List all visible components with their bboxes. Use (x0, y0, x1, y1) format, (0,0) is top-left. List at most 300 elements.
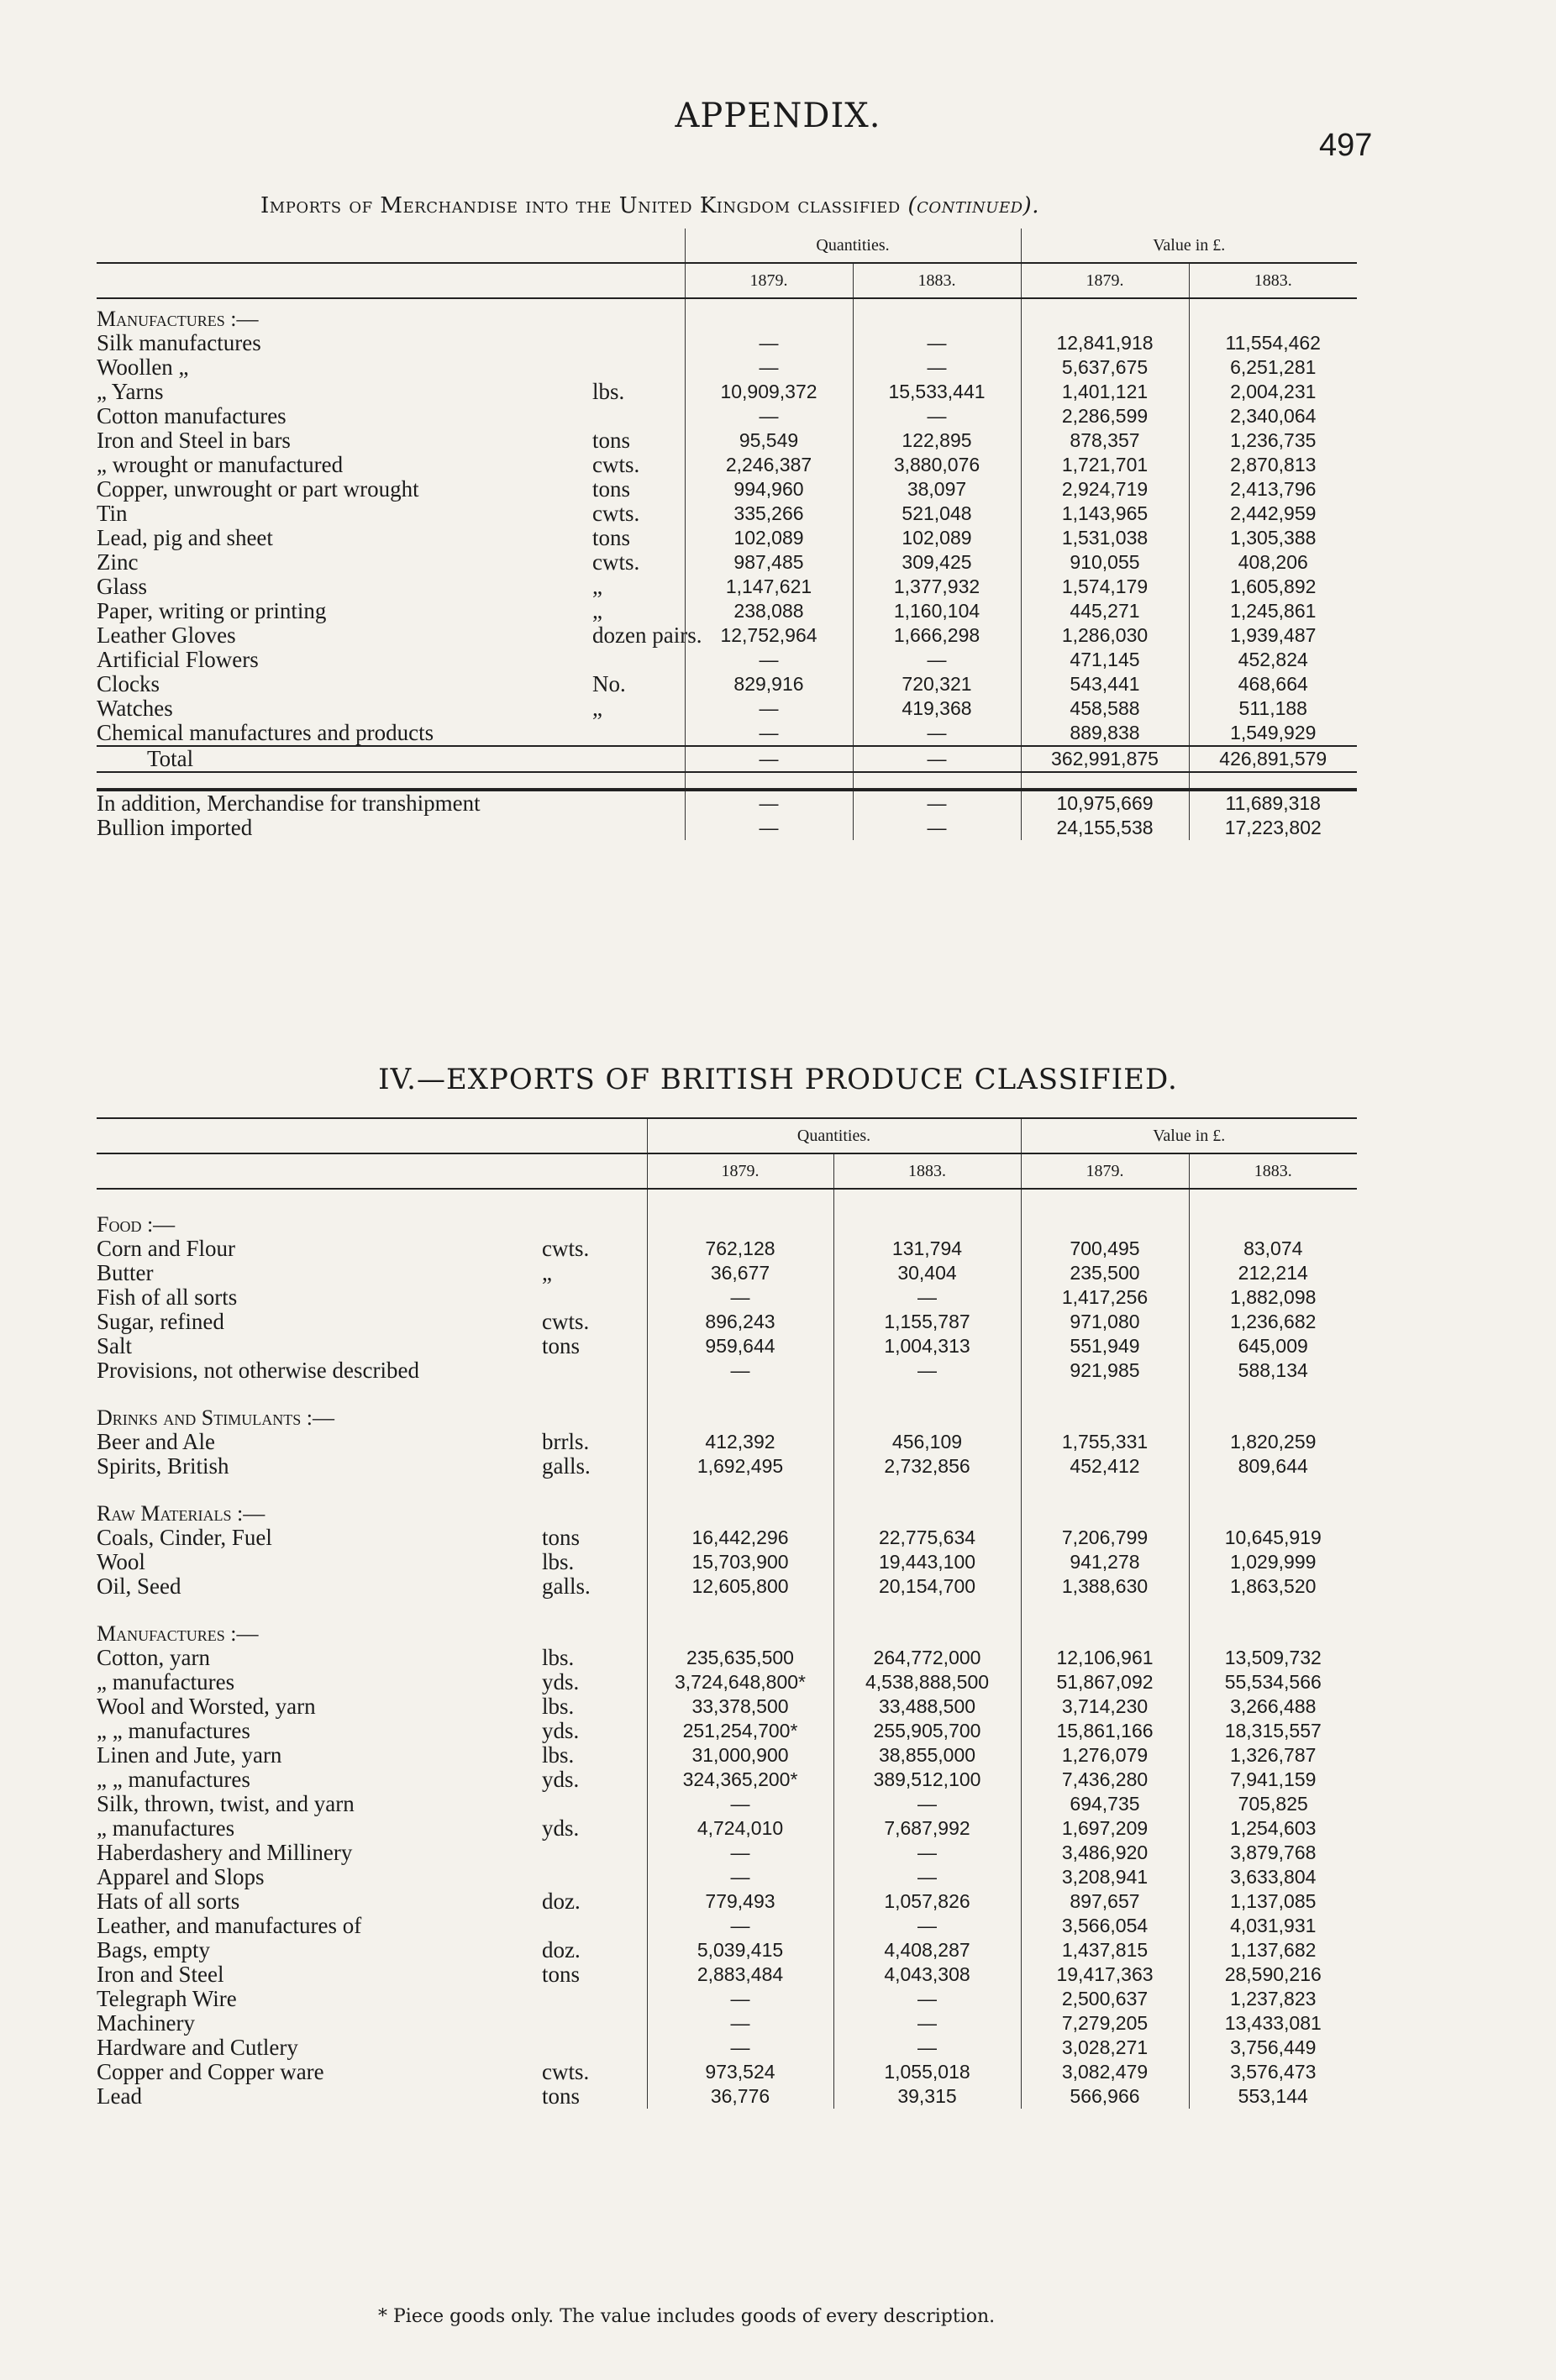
value-1883: 588,134 (1189, 1358, 1357, 1383)
spacer-cell (853, 772, 1021, 790)
exports-year-header: 1883. (833, 1153, 1021, 1189)
value-1879: 12,841,918 (1021, 331, 1189, 355)
quantity-1883: — (853, 790, 1021, 816)
value-1883: 2,413,796 (1189, 477, 1357, 502)
table-row (97, 648, 1357, 672)
quantity-1883: 15,533,441 (853, 380, 1021, 404)
exports-table-title: IV.—EXPORTS OF BRITISH PRODUCE CLASSIFIED. (378, 1063, 1178, 1096)
quantity-1879: — (647, 1841, 833, 1865)
value-1883: 2,870,813 (1189, 453, 1357, 477)
quantity-1879: 896,243 (647, 1310, 833, 1334)
table-row (97, 1987, 1357, 2011)
quantity-1883: 2,732,856 (833, 1454, 1021, 1479)
table-row (97, 599, 1357, 623)
table-row (97, 1914, 1357, 1938)
table-row (97, 623, 1357, 648)
value-1883: 3,266,488 (1189, 1694, 1357, 1719)
value-1883: 11,689,318 (1189, 790, 1357, 816)
imports-caption-main: Imports of Merchandise into the United Kingdom classified (260, 193, 901, 218)
table-row (97, 672, 1357, 696)
quantity-1879: — (647, 1358, 833, 1383)
value-1883: 11,554,462 (1189, 331, 1357, 355)
exports-quantities-header: Quantities. (647, 1118, 1021, 1153)
quantity-1879: 31,000,900 (647, 1743, 833, 1768)
value-1883: 1,237,823 (1189, 1987, 1357, 2011)
spacer-cell (1189, 1614, 1357, 1646)
row-unit: yds. (542, 1815, 580, 1841)
value-1879: 3,082,479 (1021, 2060, 1189, 2084)
quantity-1879: — (647, 1914, 833, 1938)
table-row (97, 1550, 1357, 1574)
spacer-cell (1189, 1205, 1357, 1237)
row-label: Hardware and Cutlery (97, 2035, 298, 2060)
row-unit: „ (592, 574, 602, 599)
quantity-1879: 36,776 (647, 2084, 833, 2109)
row-label: Spirits, British (97, 1453, 229, 1479)
quantity-1879: 1,692,495 (647, 1454, 833, 1479)
quantity-1883: — (853, 331, 1021, 355)
row-unit: tons (542, 1525, 581, 1550)
quantity-1879: 12,752,964 (685, 623, 853, 648)
total-row (97, 746, 1357, 772)
row-unit: lbs. (542, 1645, 575, 1670)
quantity-1883: — (853, 355, 1021, 380)
quantity-1879: 10,909,372 (685, 380, 853, 404)
value-1879: 51,867,092 (1021, 1670, 1189, 1694)
exports-section (97, 1398, 1357, 1430)
spacer-cell (97, 1189, 647, 1205)
quantity-1883: 4,043,308 (833, 1962, 1021, 1987)
row-unit: galls. (542, 1453, 591, 1479)
row-label: Salt (97, 1333, 133, 1358)
row-label: „ manufactures (97, 1815, 235, 1841)
row-label: „ manufactures (97, 1669, 235, 1694)
row-unit: „ (542, 1260, 552, 1285)
row-unit (542, 1358, 647, 1383)
quantity-1879: 102,089 (685, 526, 853, 550)
quantity-1879: 335,266 (685, 502, 853, 526)
table-row (97, 1261, 1357, 1285)
row-label: Lead (97, 2083, 142, 2109)
value-1883: 1,326,787 (1189, 1743, 1357, 1768)
row-label: Haberdashery and Millinery (97, 1840, 353, 1865)
spacer-cell (1021, 1599, 1189, 1614)
quantity-1879: — (647, 1865, 833, 1889)
row-unit (542, 1914, 647, 1938)
row-label: Sugar, refined (97, 1309, 224, 1334)
quantity-1883: 20,154,700 (833, 1574, 1021, 1599)
quantity-1879: — (647, 1987, 833, 2011)
row-label: Leather, and manufactures of (97, 1913, 362, 1938)
spacer-cell (647, 1614, 833, 1646)
value-1883: 452,824 (1189, 648, 1357, 672)
quantity-1879: 324,365,200* (647, 1768, 833, 1792)
value-1883: 10,645,919 (1189, 1526, 1357, 1550)
value-1879: 235,500 (1021, 1261, 1189, 1285)
section-title: Drinks and Stimulants :— (97, 1405, 334, 1430)
spacer-cell (1021, 1614, 1189, 1646)
row-unit: yds. (542, 1669, 580, 1694)
quantity-1883: — (853, 816, 1021, 840)
value-1879: 2,500,637 (1021, 1987, 1189, 2011)
value-1883: 705,825 (1189, 1792, 1357, 1816)
spacer-row (97, 1383, 1357, 1398)
section-title: Manufactures :— (97, 307, 259, 331)
row-label: Chemical manufactures and products (97, 721, 592, 746)
spacer-cell (853, 298, 1021, 331)
quantity-1879: 959,644 (647, 1334, 833, 1358)
row-unit: dozen pairs. (592, 623, 702, 648)
quantity-1879: — (685, 648, 853, 672)
spacer-cell (97, 1599, 647, 1614)
spacer-cell (1189, 772, 1357, 790)
quantity-1883: — (833, 1987, 1021, 2011)
row-unit: galls. (542, 1574, 591, 1599)
table-row (97, 575, 1357, 599)
row-unit: tons (592, 428, 631, 453)
spacer-cell (833, 1189, 1021, 1205)
value-1883: 13,509,732 (1189, 1646, 1357, 1670)
value-1883: 645,009 (1189, 1334, 1357, 1358)
quantity-1879: 235,635,500 (647, 1646, 833, 1670)
value-1879: 543,441 (1021, 672, 1189, 696)
quantity-1883: — (833, 2011, 1021, 2036)
value-1879: 1,574,179 (1021, 575, 1189, 599)
row-unit: lbs. (542, 1694, 575, 1719)
table-row (97, 428, 1357, 453)
row-label: Woollen „ (97, 355, 189, 380)
quantity-1883: 38,855,000 (833, 1743, 1021, 1768)
row-unit (592, 721, 685, 746)
spacer-cell (647, 1398, 833, 1430)
value-1883: 7,941,159 (1189, 1768, 1357, 1792)
table-row (97, 1670, 1357, 1694)
quantity-1883: 3,880,076 (853, 453, 1021, 477)
table-row (97, 380, 1357, 404)
spacer-cell (1021, 1189, 1189, 1205)
value-1879: 941,278 (1021, 1550, 1189, 1574)
row-label: Hats of all sorts (97, 1889, 240, 1914)
quantity-1883: 33,488,500 (833, 1694, 1021, 1719)
imports-table-caption (260, 193, 1039, 218)
value-1879: 551,949 (1021, 1334, 1189, 1358)
quantity-1883: 4,408,287 (833, 1938, 1021, 1962)
row-unit: tons (542, 1333, 581, 1358)
value-1879: 19,417,363 (1021, 1962, 1189, 1987)
quantity-1883: 102,089 (853, 526, 1021, 550)
row-unit: tons (542, 2083, 581, 2109)
value-1883: 3,879,768 (1189, 1841, 1357, 1865)
value-1879: 471,145 (1021, 648, 1189, 672)
value-1879: 452,412 (1021, 1454, 1189, 1479)
row-label: Paper, writing or printing (97, 598, 327, 623)
row-label: Linen and Jute, yarn (97, 1742, 282, 1768)
quantity-1883: 122,895 (853, 428, 1021, 453)
quantity-1879: 95,549 (685, 428, 853, 453)
row-label: Wool (97, 1549, 145, 1574)
table-row (97, 1865, 1357, 1889)
value-1883: 2,442,959 (1189, 502, 1357, 526)
value-1883: 28,590,216 (1189, 1962, 1357, 1987)
value-1883: 2,004,231 (1189, 380, 1357, 404)
quantity-1883: — (833, 1285, 1021, 1310)
spacer-cell (97, 772, 685, 790)
row-label: Clocks (97, 671, 160, 696)
table-row (97, 1889, 1357, 1914)
value-1879: 1,286,030 (1021, 623, 1189, 648)
row-label: Copper, unwrought or part wrought (97, 476, 419, 502)
row-unit (542, 1987, 647, 2011)
value-1879: 445,271 (1021, 599, 1189, 623)
quantity-1883: 521,048 (853, 502, 1021, 526)
row-label: Lead, pig and sheet (97, 525, 273, 550)
table-row (97, 2011, 1357, 2036)
quantity-1883: 1,004,313 (833, 1334, 1021, 1358)
quantity-1883: — (853, 746, 1021, 772)
spacer-cell (1189, 1383, 1357, 1398)
row-unit (542, 1792, 647, 1816)
quantity-1879: 4,724,010 (647, 1816, 833, 1841)
value-1879: 7,436,280 (1021, 1768, 1189, 1792)
row-label: „ „ manufactures (97, 1767, 250, 1792)
spacer-cell (833, 1599, 1021, 1614)
row-unit (592, 404, 685, 428)
row-unit (542, 1865, 647, 1889)
spacer-cell (1189, 1599, 1357, 1614)
spacer-cell (647, 1205, 833, 1237)
quantity-1883: 1,155,787 (833, 1310, 1021, 1334)
quantity-1883: 419,368 (853, 696, 1021, 721)
row-unit: tons (542, 1962, 581, 1987)
imports-table (97, 229, 1357, 840)
table-row (97, 526, 1357, 550)
value-1879: 921,985 (1021, 1358, 1189, 1383)
value-1883: 1,820,259 (1189, 1430, 1357, 1454)
table-row (97, 1430, 1357, 1454)
spacer-row (97, 1479, 1357, 1494)
quantity-1879: 36,677 (647, 1261, 833, 1285)
value-1879: 1,276,079 (1021, 1743, 1189, 1768)
table-row (97, 331, 1357, 355)
row-label: Tin (97, 501, 128, 526)
quantity-1883: 1,377,932 (853, 575, 1021, 599)
value-1883: 468,664 (1189, 672, 1357, 696)
row-unit: No. (592, 671, 626, 696)
quantity-1879: 16,442,296 (647, 1526, 833, 1550)
spacer-cell (1189, 298, 1357, 331)
spacer-cell (685, 772, 853, 790)
row-label: Oil, Seed (97, 1574, 181, 1599)
row-label: In addition, Merchandise for transhipment (97, 790, 685, 816)
quantity-1883: 4,538,888,500 (833, 1670, 1021, 1694)
value-1883: 1,939,487 (1189, 623, 1357, 648)
row-label: Iron and Steel in bars (97, 428, 291, 453)
value-1879: 910,055 (1021, 550, 1189, 575)
quantity-1883: 264,772,000 (833, 1646, 1021, 1670)
value-1879: 458,588 (1021, 696, 1189, 721)
value-1879: 1,721,701 (1021, 453, 1189, 477)
table-row (97, 790, 1357, 816)
table-row (97, 502, 1357, 526)
value-1883: 511,188 (1189, 696, 1357, 721)
row-unit: tons (592, 525, 631, 550)
value-1883: 17,223,802 (1189, 816, 1357, 840)
value-1879: 12,106,961 (1021, 1646, 1189, 1670)
value-1879: 1,755,331 (1021, 1430, 1189, 1454)
quantity-1879: — (685, 696, 853, 721)
quantity-1883: — (853, 721, 1021, 746)
row-unit: yds. (542, 1767, 580, 1792)
quantity-1879: — (685, 746, 853, 772)
table-row (97, 816, 1357, 840)
spacer-cell (833, 1383, 1021, 1398)
row-unit: cwts. (592, 501, 640, 526)
spacer-cell (97, 1383, 647, 1398)
row-unit (542, 2011, 647, 2036)
row-label: Coals, Cinder, Fuel (97, 1525, 272, 1550)
value-1879: 3,208,941 (1021, 1865, 1189, 1889)
table-row (97, 2060, 1357, 2084)
section-title: Manufactures :— (97, 1621, 259, 1646)
row-unit: brrls. (542, 1429, 590, 1454)
section-title: Food :— (97, 1212, 176, 1237)
quantity-1883: 309,425 (853, 550, 1021, 575)
value-1883: 3,756,449 (1189, 2036, 1357, 2060)
value-1879: 878,357 (1021, 428, 1189, 453)
value-1883: 553,144 (1189, 2084, 1357, 2109)
quantity-1883: 1,055,018 (833, 2060, 1021, 2084)
row-label: Silk manufactures (97, 330, 261, 355)
row-label: Bullion imported (97, 815, 253, 840)
spacer-cell (1021, 298, 1189, 331)
table-row (97, 2084, 1357, 2109)
table-row (97, 1694, 1357, 1719)
row-unit (592, 331, 685, 355)
quantity-1879: — (647, 2011, 833, 2036)
spacer-cell (647, 1494, 833, 1526)
row-label: Copper and Copper ware (97, 2059, 324, 2084)
value-1879: 3,028,271 (1021, 2036, 1189, 2060)
quantity-1879: 251,254,700* (647, 1719, 833, 1743)
row-label: Butter (97, 1260, 154, 1285)
table-row (97, 1719, 1357, 1743)
value-1883: 83,074 (1189, 1237, 1357, 1261)
spacer-row (97, 1189, 1357, 1205)
row-label: Telegraph Wire (97, 1986, 237, 2011)
table-row (97, 1792, 1357, 1816)
row-label: Glass (97, 574, 147, 599)
value-1883: 408,206 (1189, 550, 1357, 575)
row-unit: tons (592, 476, 631, 502)
value-1879: 1,437,815 (1021, 1938, 1189, 1962)
quantity-1879: — (685, 816, 853, 840)
spacer-cell (1189, 1189, 1357, 1205)
spacer-cell (1189, 1479, 1357, 1494)
table-row (97, 1938, 1357, 1962)
quantity-1879: — (685, 790, 853, 816)
quantity-1879: 2,883,484 (647, 1962, 833, 1987)
spacer-cell (647, 1383, 833, 1398)
row-unit: cwts. (542, 2059, 590, 2084)
quantity-1883: 720,321 (853, 672, 1021, 696)
value-1883: 1,605,892 (1189, 575, 1357, 599)
exports-year-header: 1879. (647, 1153, 833, 1189)
section-title: Raw Materials :— (97, 1501, 265, 1526)
exports-section (97, 1494, 1357, 1526)
exports-section (97, 1614, 1357, 1646)
value-1879: 7,279,205 (1021, 2011, 1189, 2036)
value-1879: 700,495 (1021, 1237, 1189, 1261)
page-header-title: APPENDIX. (675, 97, 881, 135)
row-unit: doz. (542, 1937, 581, 1962)
quantity-1883: — (833, 1792, 1021, 1816)
value-1879: 971,080 (1021, 1310, 1189, 1334)
quantity-1879: — (685, 355, 853, 380)
row-label: Fish of all sorts (97, 1285, 238, 1310)
quantity-1883: 1,057,826 (833, 1889, 1021, 1914)
spacer-cell (833, 1479, 1021, 1494)
spacer-row (97, 1599, 1357, 1614)
value-1879: 10,975,669 (1021, 790, 1189, 816)
row-label: Iron and Steel (97, 1962, 224, 1987)
value-1883: 18,315,557 (1189, 1719, 1357, 1743)
quantity-1879: 1,147,621 (685, 575, 853, 599)
row-unit: cwts. (592, 549, 640, 575)
quantity-1879: 973,524 (647, 2060, 833, 2084)
table-row (97, 1768, 1357, 1792)
value-1879: 24,155,538 (1021, 816, 1189, 840)
value-1879: 566,966 (1021, 2084, 1189, 2109)
page-number: 497 (1319, 128, 1373, 163)
row-unit: cwts. (592, 452, 640, 477)
value-1879: 1,417,256 (1021, 1285, 1189, 1310)
spacer-cell (1189, 1398, 1357, 1430)
quantity-1883: — (853, 404, 1021, 428)
quantity-1883: 456,109 (833, 1430, 1021, 1454)
spacer-cell (1021, 1383, 1189, 1398)
table-row (97, 1526, 1357, 1550)
value-1879: 2,286,599 (1021, 404, 1189, 428)
quantity-1883: 38,097 (853, 477, 1021, 502)
value-1883: 1,882,098 (1189, 1285, 1357, 1310)
exports-section (97, 1205, 1357, 1237)
value-1883: 809,644 (1189, 1454, 1357, 1479)
spacer-cell (97, 1479, 647, 1494)
value-1879: 3,566,054 (1021, 1914, 1189, 1938)
quantity-1883: 1,666,298 (853, 623, 1021, 648)
spacer-cell (1021, 1479, 1189, 1494)
spacer-cell (833, 1398, 1021, 1430)
quantity-1879: 12,605,800 (647, 1574, 833, 1599)
value-1879: 1,531,038 (1021, 526, 1189, 550)
quantity-1883: — (833, 1841, 1021, 1865)
row-label: „ Yarns (97, 379, 164, 404)
row-label: Cotton manufactures (97, 403, 286, 428)
table-row (97, 721, 1357, 746)
value-1883: 1,236,682 (1189, 1310, 1357, 1334)
spacer-cell (1189, 1494, 1357, 1526)
quantity-1879: 15,703,900 (647, 1550, 833, 1574)
value-1879: 694,735 (1021, 1792, 1189, 1816)
value-1883: 3,576,473 (1189, 2060, 1357, 2084)
row-label: Beer and Ale (97, 1429, 215, 1454)
imports-caption-note: (continued). (907, 193, 1039, 218)
exports-year-header: 1883. (1189, 1153, 1357, 1189)
row-label: Zinc (97, 549, 139, 575)
footnote: * Piece goods only. The value includes goods of every description. (378, 2306, 996, 2327)
spacer-cell (833, 1494, 1021, 1526)
value-1883: 3,633,804 (1189, 1865, 1357, 1889)
